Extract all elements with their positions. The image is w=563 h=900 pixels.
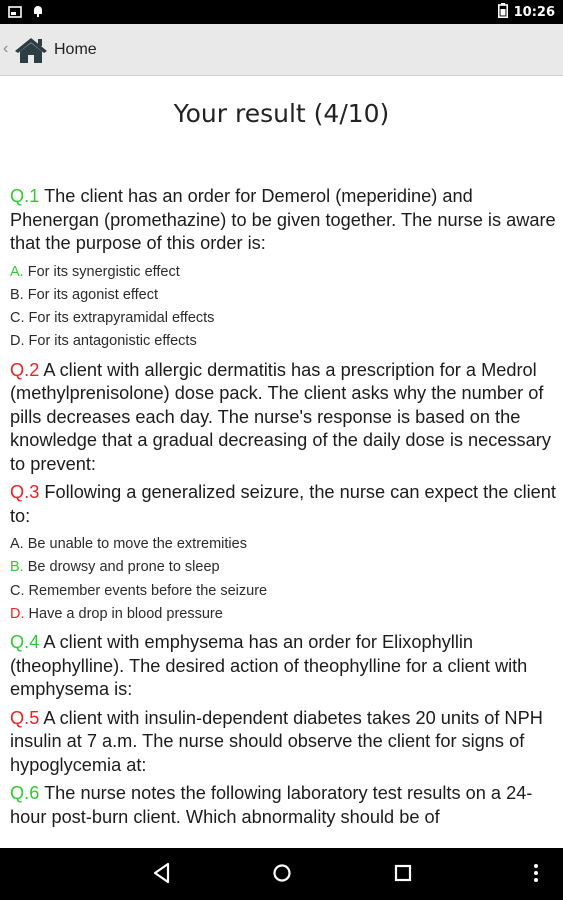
- question-text: The nurse notes the following laboratory test results on a 24-hour post-burn client. Which abnormality should be of: [10, 783, 533, 827]
- question-item[interactable]: [10, 707, 558, 778]
- answer-option: [10, 307, 558, 330]
- question-text-row: [10, 481, 558, 528]
- option-text: For its antagonistic effects: [28, 333, 197, 350]
- question-text: A client with emphysema has an order for Elixophyllin (theophylline). The desired action of theophylline for a client with emphysema is:: [10, 632, 528, 700]
- option-text: Have a drop in blood pressure: [28, 606, 223, 623]
- question-text-row: [10, 782, 558, 829]
- option-text: Be unable to move the extremities: [27, 536, 247, 553]
- answer-option: [10, 330, 558, 353]
- option-text: For its agonist effect: [27, 286, 159, 303]
- option-letter: C.: [10, 582, 25, 599]
- question-item[interactable]: [10, 631, 558, 702]
- question-text-row: [10, 359, 558, 477]
- option-text: Be drowsy and prone to sleep: [27, 559, 220, 576]
- result-title: Your result (4/10): [173, 99, 390, 128]
- navigation-bar: [0, 848, 563, 900]
- back-nav-icon[interactable]: [152, 862, 172, 889]
- question-item[interactable]: [10, 185, 558, 354]
- question-text-row: [10, 185, 558, 256]
- screenshot-notification-icon: [8, 5, 22, 23]
- back-chevron-icon[interactable]: ‹: [3, 40, 9, 57]
- question-number: Q.6: [10, 783, 40, 804]
- question-number: Q.3: [10, 482, 40, 503]
- question-text-row: [10, 707, 558, 778]
- home-nav-icon[interactable]: [272, 862, 292, 889]
- home-button[interactable]: Home: [54, 41, 97, 58]
- answer-option: [10, 261, 558, 284]
- option-letter: B.: [10, 559, 24, 576]
- answer-option: [10, 533, 558, 556]
- answer-option: [10, 556, 558, 579]
- question-text: Following a generalized seizure, the nurse can expect the client to:: [10, 482, 556, 526]
- app-bar: [0, 24, 563, 76]
- option-letter: A.: [10, 263, 24, 280]
- question-text: A client with allergic dermatitis has a prescription for a Medrol (methylprenisolone) dose pack. The client asks why the number of pills decreases each day. The nurse's response is based on the knowledge that a gradual decreasing of the daily dose is necessary to prevent:: [10, 359, 551, 474]
- question-text: The client has an order for Demerol (meperidine) and Phenergan (promethazine) to be given together. The nurse is aware that the purpose of this order is:: [10, 186, 556, 253]
- home-icon[interactable]: [14, 36, 48, 69]
- answer-options: [10, 261, 558, 354]
- recents-nav-icon[interactable]: [393, 862, 413, 889]
- option-letter: B.: [10, 286, 24, 303]
- overflow-menu-icon[interactable]: [532, 862, 540, 889]
- question-number: Q.4: [10, 632, 40, 653]
- battery-icon: [498, 3, 508, 22]
- result-content[interactable]: [0, 77, 563, 848]
- question-item[interactable]: [10, 359, 558, 477]
- question-item[interactable]: [10, 782, 558, 829]
- option-letter: D.: [10, 606, 25, 623]
- question-number: Q.5: [10, 707, 40, 728]
- answer-option: [10, 284, 558, 307]
- question-item[interactable]: [10, 481, 558, 626]
- option-letter: D.: [10, 333, 25, 350]
- question-number: Q.1: [10, 186, 40, 206]
- status-time: 10:26: [513, 5, 555, 20]
- option-letter: C.: [10, 310, 25, 327]
- option-text: For its extrapyramidal effects: [28, 310, 215, 327]
- question-text: A client with insulin-dependent diabetes takes 20 units of NPH insulin at 7 a.m. The nurse should observe the client for signs of hypoglycemia at:: [10, 707, 543, 775]
- answer-options: [10, 533, 558, 626]
- option-text: Remember events before the seizure: [28, 582, 268, 599]
- answer-option: [10, 603, 558, 626]
- question-number: Q.2: [10, 359, 40, 380]
- android-notification-icon: [32, 4, 44, 23]
- option-text: For its synergistic effect: [27, 263, 180, 280]
- question-text-row: [10, 631, 558, 702]
- option-letter: A.: [10, 536, 24, 553]
- question-list: [10, 185, 558, 834]
- status-bar: [0, 0, 563, 24]
- answer-option: [10, 580, 558, 603]
